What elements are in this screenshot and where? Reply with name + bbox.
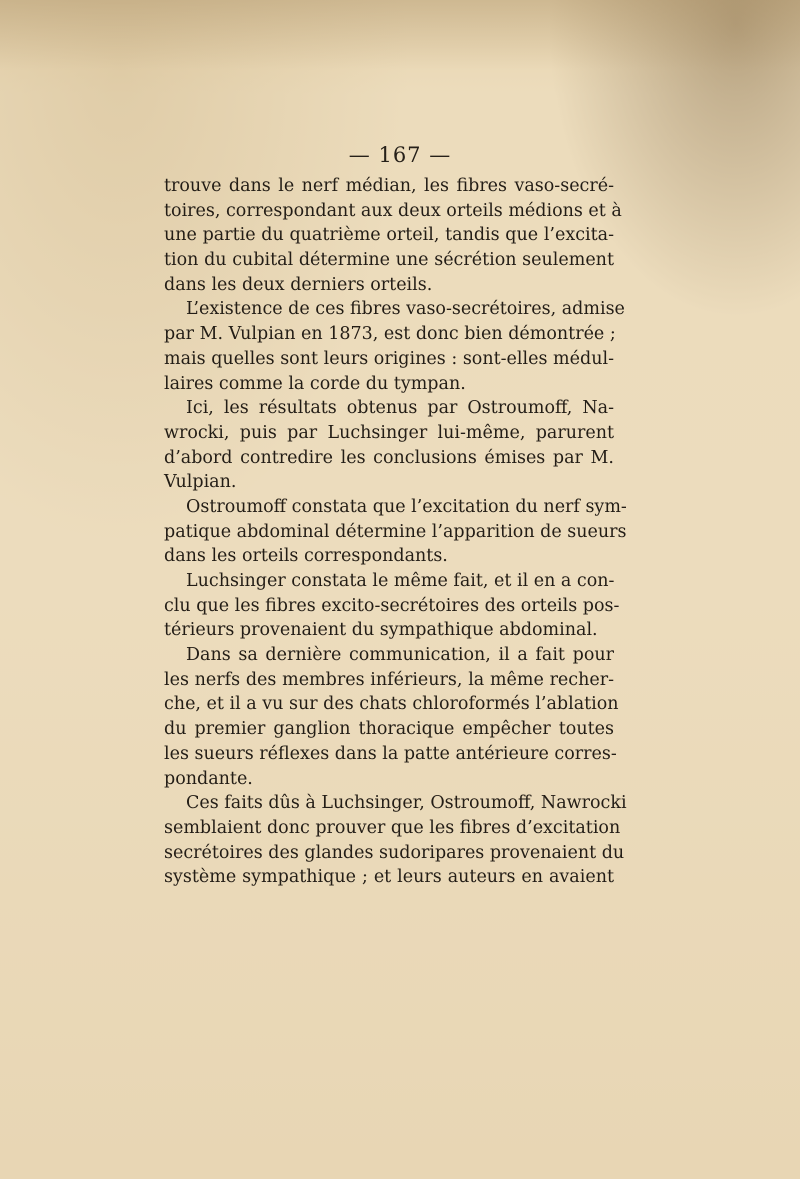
page-edge-shadow [0, 0, 800, 70]
text-line: dans les orteils correspondants. [164, 546, 448, 567]
text-line: che, et il a vu sur des chats chloroformés l’ablation [164, 694, 619, 715]
text-line: laires comme la corde du tympan. [164, 373, 466, 394]
text-line: d’abord contredire les conclusions émises par M. [164, 447, 614, 468]
text-line: secrétoires des glandes sudoripares provenaient du [164, 842, 625, 863]
text-line: Ici, les résultats obtenus par Ostroumoff, Na- [186, 398, 614, 419]
text-line: toires, correspondant aux deux orteils médions et à [164, 200, 622, 221]
text-line: mais quelles sont leurs origines : sont-elles médul- [164, 348, 614, 369]
body-text [164, 174, 627, 890]
text-line: par M. Vulpian en 1873, est donc bien démontrée ; [164, 324, 616, 345]
text-line: Ostroumoff constata que l’excitation du nerf sym- [186, 496, 627, 517]
text-line: Vulpian. [164, 472, 237, 493]
text-line: système sympathique ; et leurs auteurs en avaient [164, 867, 614, 888]
text-line: térieurs provenaient du sympathique abdominal. [164, 620, 598, 641]
text-line: trouve dans le nerf médian, les fibres vaso-secré- [164, 176, 614, 196]
text-line: une partie du quatrième orteil, tandis que l’excita- [164, 225, 614, 246]
text-line: Dans sa dernière communication, il a fait pour [186, 645, 614, 666]
text-line: du premier ganglion thoracique empêcher toutes [164, 719, 614, 740]
text-line: Ces faits dûs à Luchsinger, Ostroumoff, Nawrocki [186, 793, 627, 814]
text-line: dans les deux derniers orteils. [164, 274, 433, 295]
text-line: semblaient donc prouver que les fibres d’excitation [164, 817, 621, 838]
text-line: patique abdominal détermine l’apparition de sueurs [164, 521, 627, 542]
text-line: pondante. [164, 768, 253, 789]
text-line: Luchsinger constata le même fait, et il en a con- [186, 571, 615, 591]
page-number: — 167 — [348, 143, 452, 167]
text-line: les sueurs réflexes dans la patte antérieure corres- [164, 743, 617, 764]
text-line: clu que les fibres excito-secrétoires des orteils pos- [164, 595, 620, 616]
text-line: tion du cubital détermine une sécrétion seulement [164, 250, 614, 271]
text-line: les nerfs des membres inférieurs, la même recher- [164, 669, 614, 690]
text-line: wrocki, puis par Luchsinger lui-même, parurent [164, 422, 614, 443]
text-line: L’existence de ces fibres vaso-secrétoires, admise [186, 299, 625, 320]
